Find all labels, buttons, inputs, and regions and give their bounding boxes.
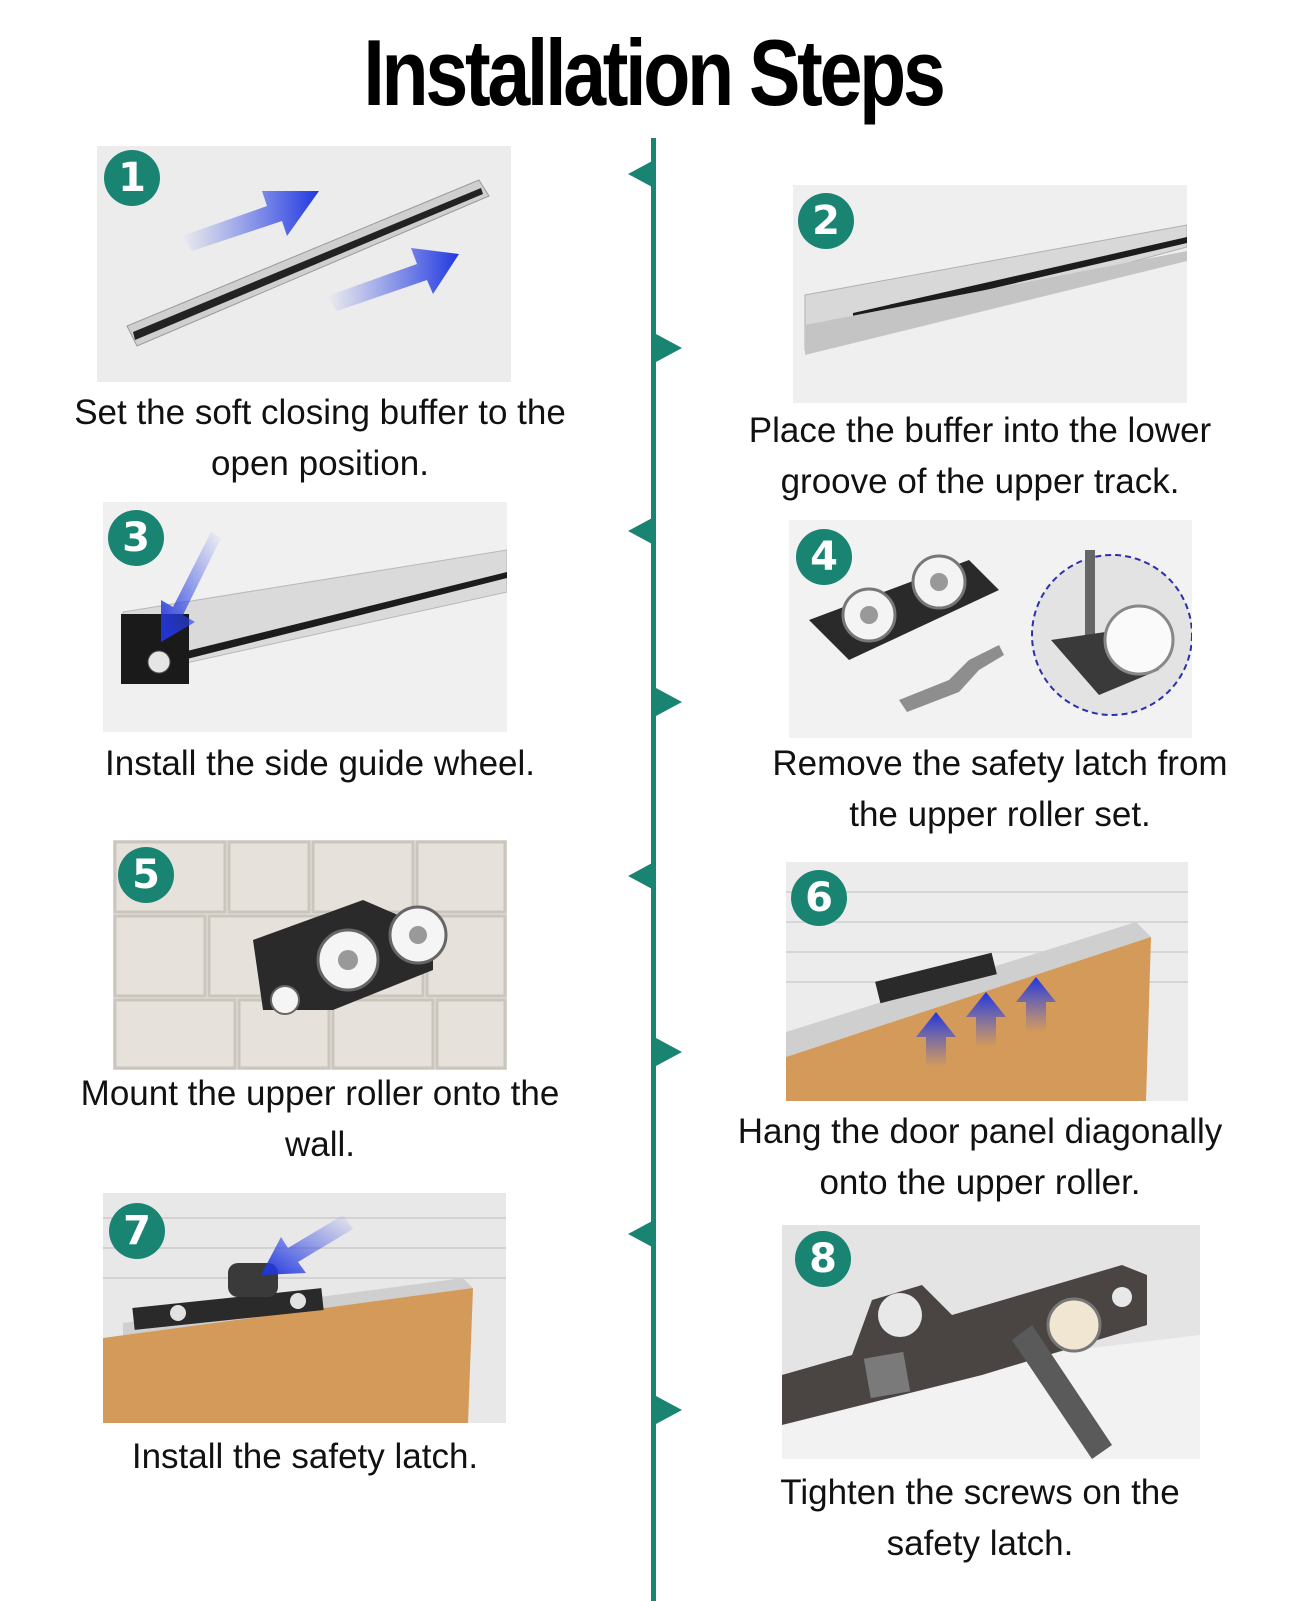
caption-line: groove of the upper track. <box>780 462 1180 501</box>
caption-line: wall. <box>284 1125 356 1164</box>
step-4-caption <box>720 738 1280 840</box>
caption-line: open position. <box>211 444 429 483</box>
step-number-badge: 1 <box>104 150 160 206</box>
timeline-marker <box>628 862 654 890</box>
caption-line: Hang the door panel diagonally <box>737 1112 1223 1151</box>
step-3-caption <box>40 738 600 789</box>
step-number-badge: 5 <box>118 847 174 903</box>
timeline-marker <box>628 1220 654 1248</box>
step-8-caption <box>700 1467 1260 1569</box>
timeline-marker <box>628 517 654 545</box>
caption-line: onto the upper roller. <box>819 1163 1141 1202</box>
caption-line: Install the safety latch. <box>131 1437 479 1476</box>
caption-line: the upper roller set. <box>849 795 1151 834</box>
step-2-caption <box>700 405 1260 507</box>
step-7-caption <box>25 1431 585 1482</box>
step-number-badge: 2 <box>798 193 854 249</box>
caption-line: Install the side guide wheel. <box>105 744 535 783</box>
caption-line: Remove the safety latch from <box>772 744 1228 783</box>
caption-line: Place the buffer into the lower <box>748 411 1212 450</box>
step-number-badge: 3 <box>108 510 164 566</box>
step-number-badge: 4 <box>796 529 852 585</box>
caption-line: Mount the upper roller onto the <box>80 1074 560 1113</box>
step-number-badge: 7 <box>109 1203 165 1259</box>
step-5-caption <box>40 1068 600 1170</box>
caption-line: safety latch. <box>886 1524 1074 1563</box>
timeline-marker <box>656 1038 682 1066</box>
step-number-badge: 8 <box>795 1231 851 1287</box>
caption-line: Set the soft closing buffer to the <box>74 393 566 432</box>
step-6-caption <box>700 1106 1260 1208</box>
timeline-marker <box>656 334 682 362</box>
caption-line: Tighten the screws on the <box>780 1473 1180 1512</box>
timeline-marker <box>656 1396 682 1424</box>
step-number-badge: 6 <box>791 870 847 926</box>
step-1-caption <box>40 387 600 489</box>
timeline-marker <box>656 688 682 716</box>
page-title: Installation Steps <box>363 20 943 125</box>
timeline-marker <box>628 160 654 188</box>
